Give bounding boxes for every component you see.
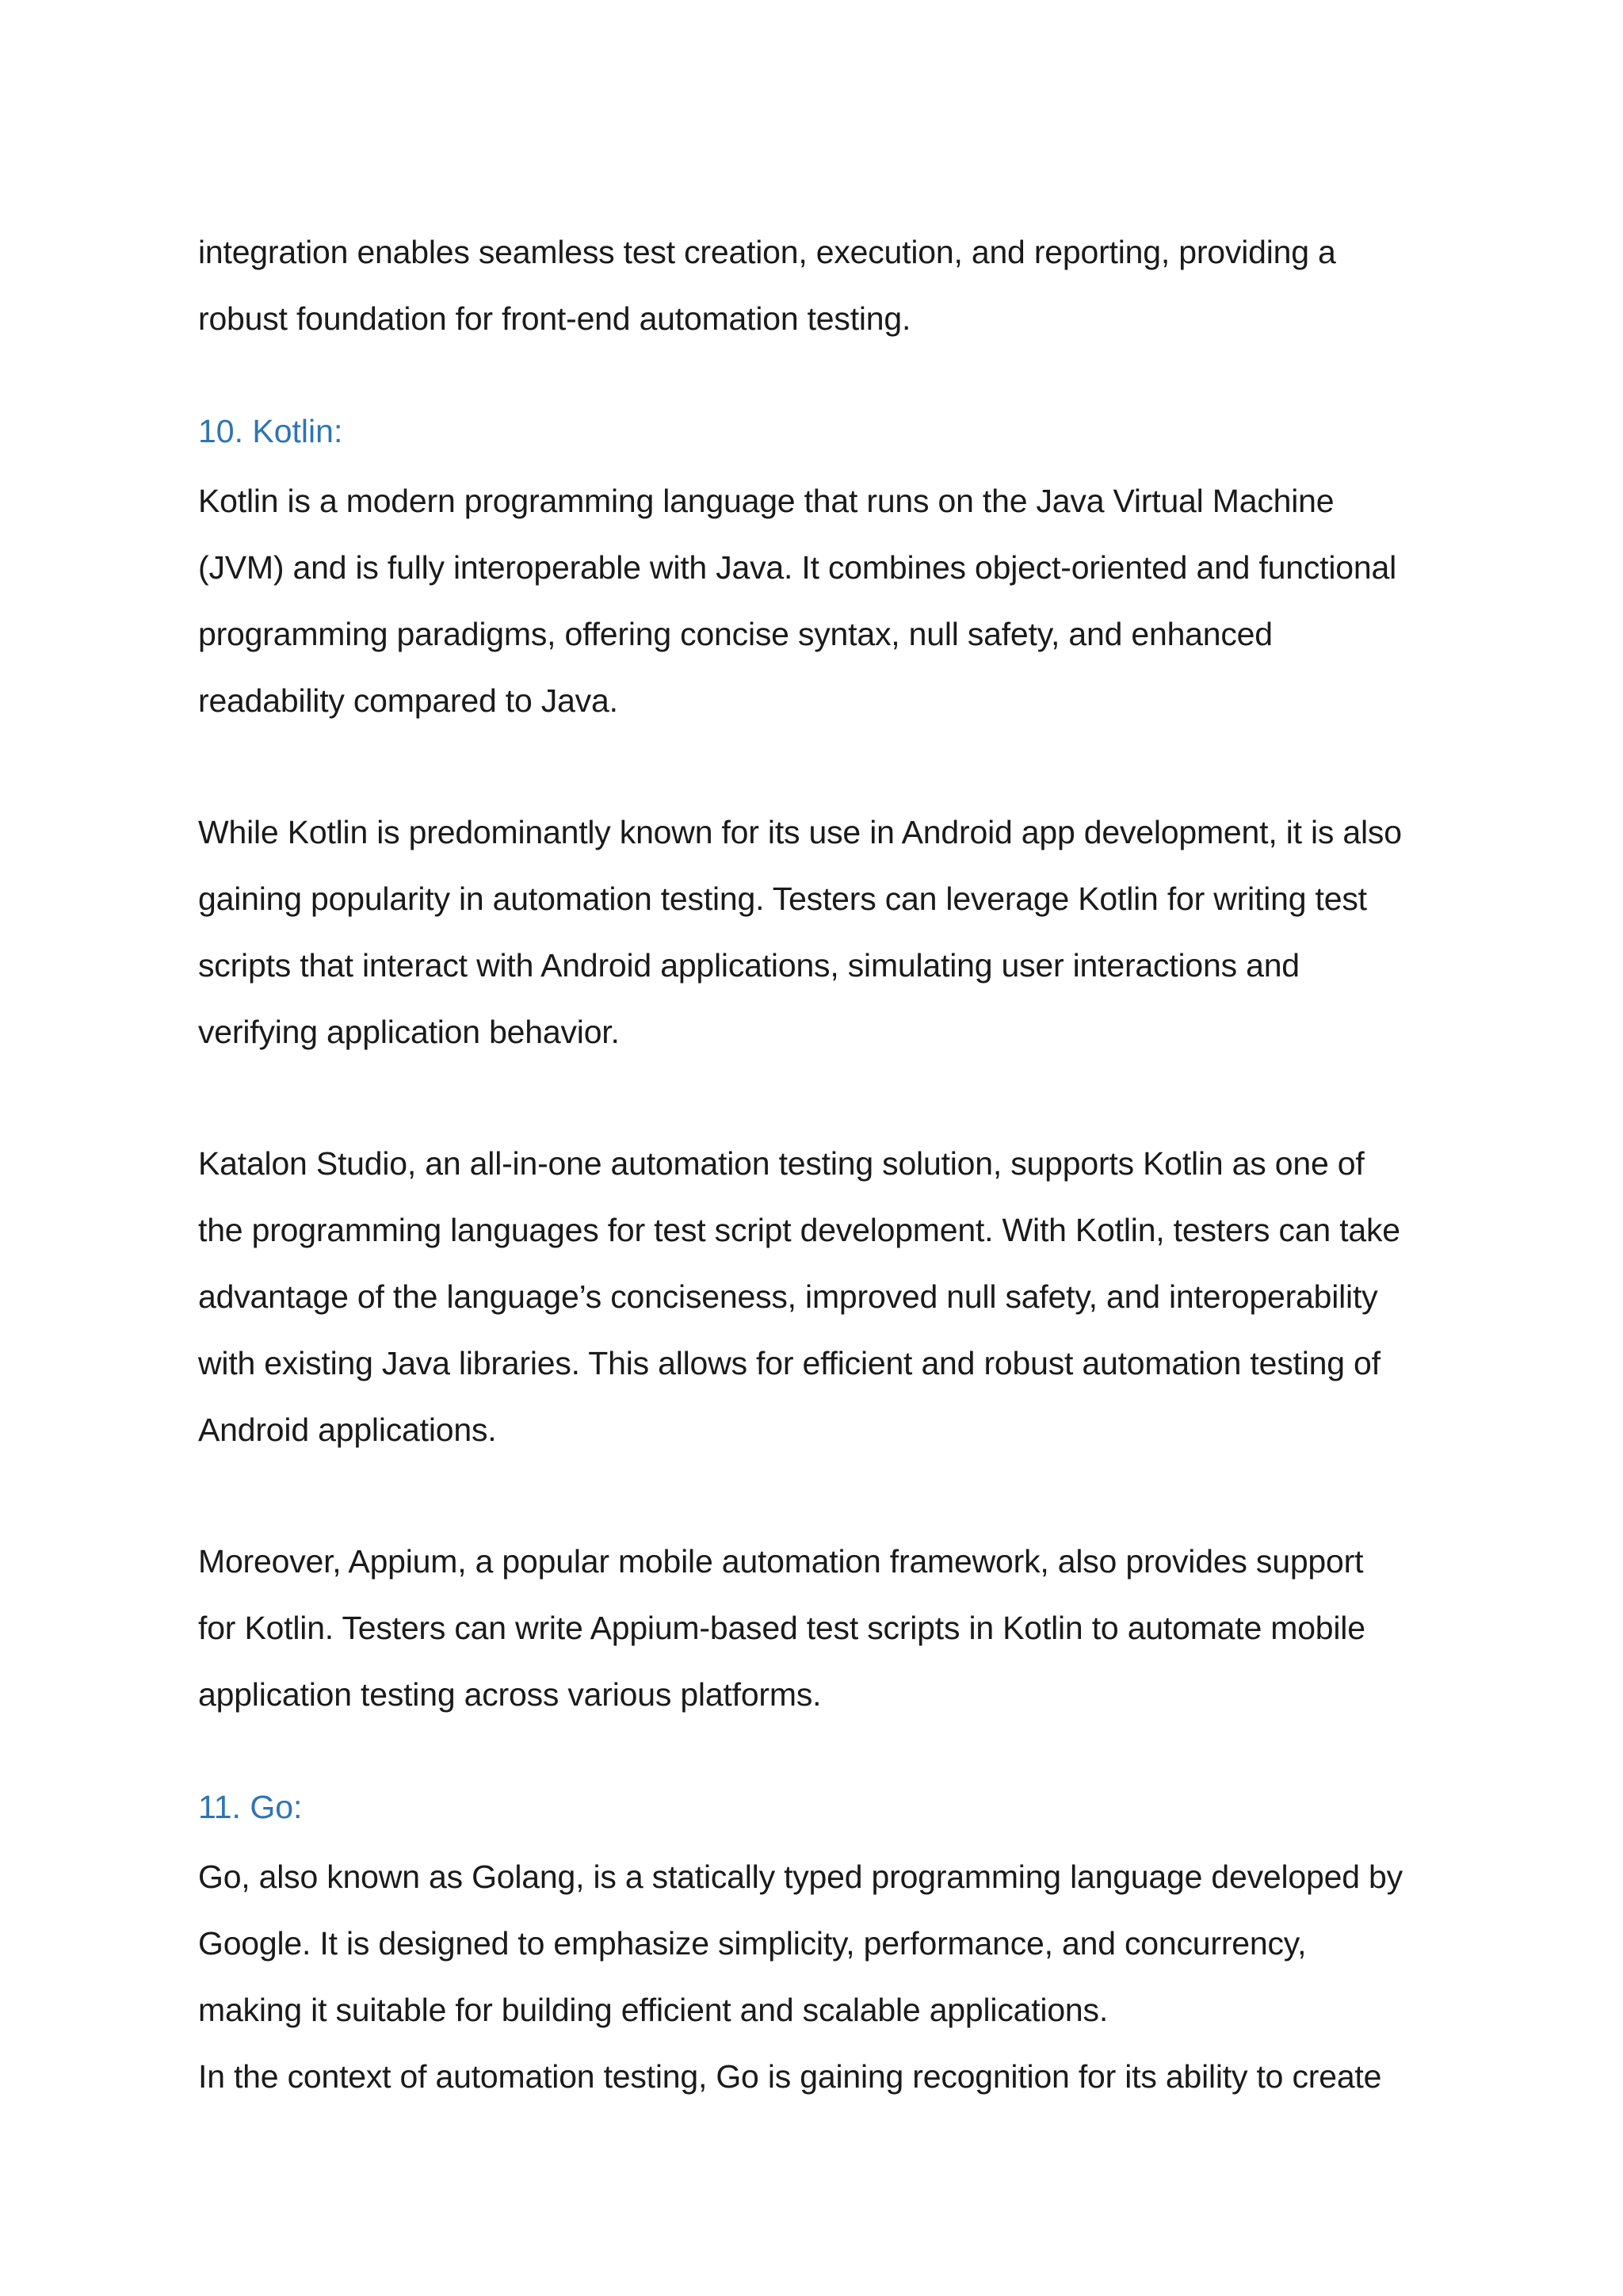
text-line: gaining popularity in automation testing. Testers can leverage Kotlin for writing test (198, 881, 1367, 917)
text-line: Google. It is designed to emphasize simplicity, performance, and concurrency, (198, 1925, 1307, 1962)
text-line: verifying application behavior. (198, 1014, 620, 1050)
text-line: the programming languages for test script development. With Kotlin, testers can take (198, 1212, 1400, 1248)
text-line: Go, also known as Golang, is a statically typed programming language developed by (198, 1859, 1403, 1895)
text-line: In the context of automation testing, Go is gaining recognition for its ability to create (198, 2058, 1382, 2095)
text-line: Kotlin is a modern programming language that runs on the Java Virtual Machine (198, 483, 1335, 519)
intro-paragraph (198, 219, 1450, 352)
paragraph (198, 468, 1450, 734)
paragraph (198, 1130, 1450, 1463)
paragraph (198, 799, 1450, 1065)
text-line: with existing Java libraries. This allows for efficient and robust automation testing of (198, 1345, 1381, 1381)
text-line: readability compared to Java. (198, 682, 618, 719)
text-line: Katalon Studio, an all-in-one automation testing solution, supports Kotlin as one of (198, 1145, 1365, 1182)
text-line: Android applications. (198, 1412, 497, 1448)
text-line: While Kotlin is predominantly known for its use in Android app development, it is also (198, 814, 1402, 850)
text-line: programming paradigms, offering concise syntax, null safety, and enhanced (198, 616, 1273, 652)
paragraph (198, 1843, 1450, 2043)
paragraph (198, 2043, 1450, 2110)
text-line: making it suitable for building efficient and scalable applications. (198, 1992, 1109, 2028)
section-kotlin (198, 398, 1450, 1728)
text-line: advantage of the language’s conciseness, improved null safety, and interoperability (198, 1278, 1378, 1315)
text-line: scripts that interact with Android applications, simulating user interactions and (198, 947, 1300, 984)
section-heading: 11. Go: (198, 1789, 303, 1825)
text-line: for Kotlin. Testers can write Appium-based test scripts in Kotlin to automate mobile (198, 1610, 1365, 1646)
page-content (198, 219, 1450, 2110)
section-heading: 10. Kotlin: (198, 413, 343, 449)
text-line: application testing across various platforms. (198, 1676, 822, 1713)
text-line: integration enables seamless test creation, execution, and reporting, providing a (198, 234, 1336, 270)
text-line: Moreover, Appium, a popular mobile automation framework, also provides support (198, 1543, 1364, 1580)
section-go (198, 1774, 1450, 2110)
paragraph (198, 1528, 1450, 1728)
text-line: (JVM) and is fully interoperable with Java. It combines object-oriented and functional (198, 549, 1396, 586)
text-line: robust foundation for front-end automation testing. (198, 300, 911, 337)
